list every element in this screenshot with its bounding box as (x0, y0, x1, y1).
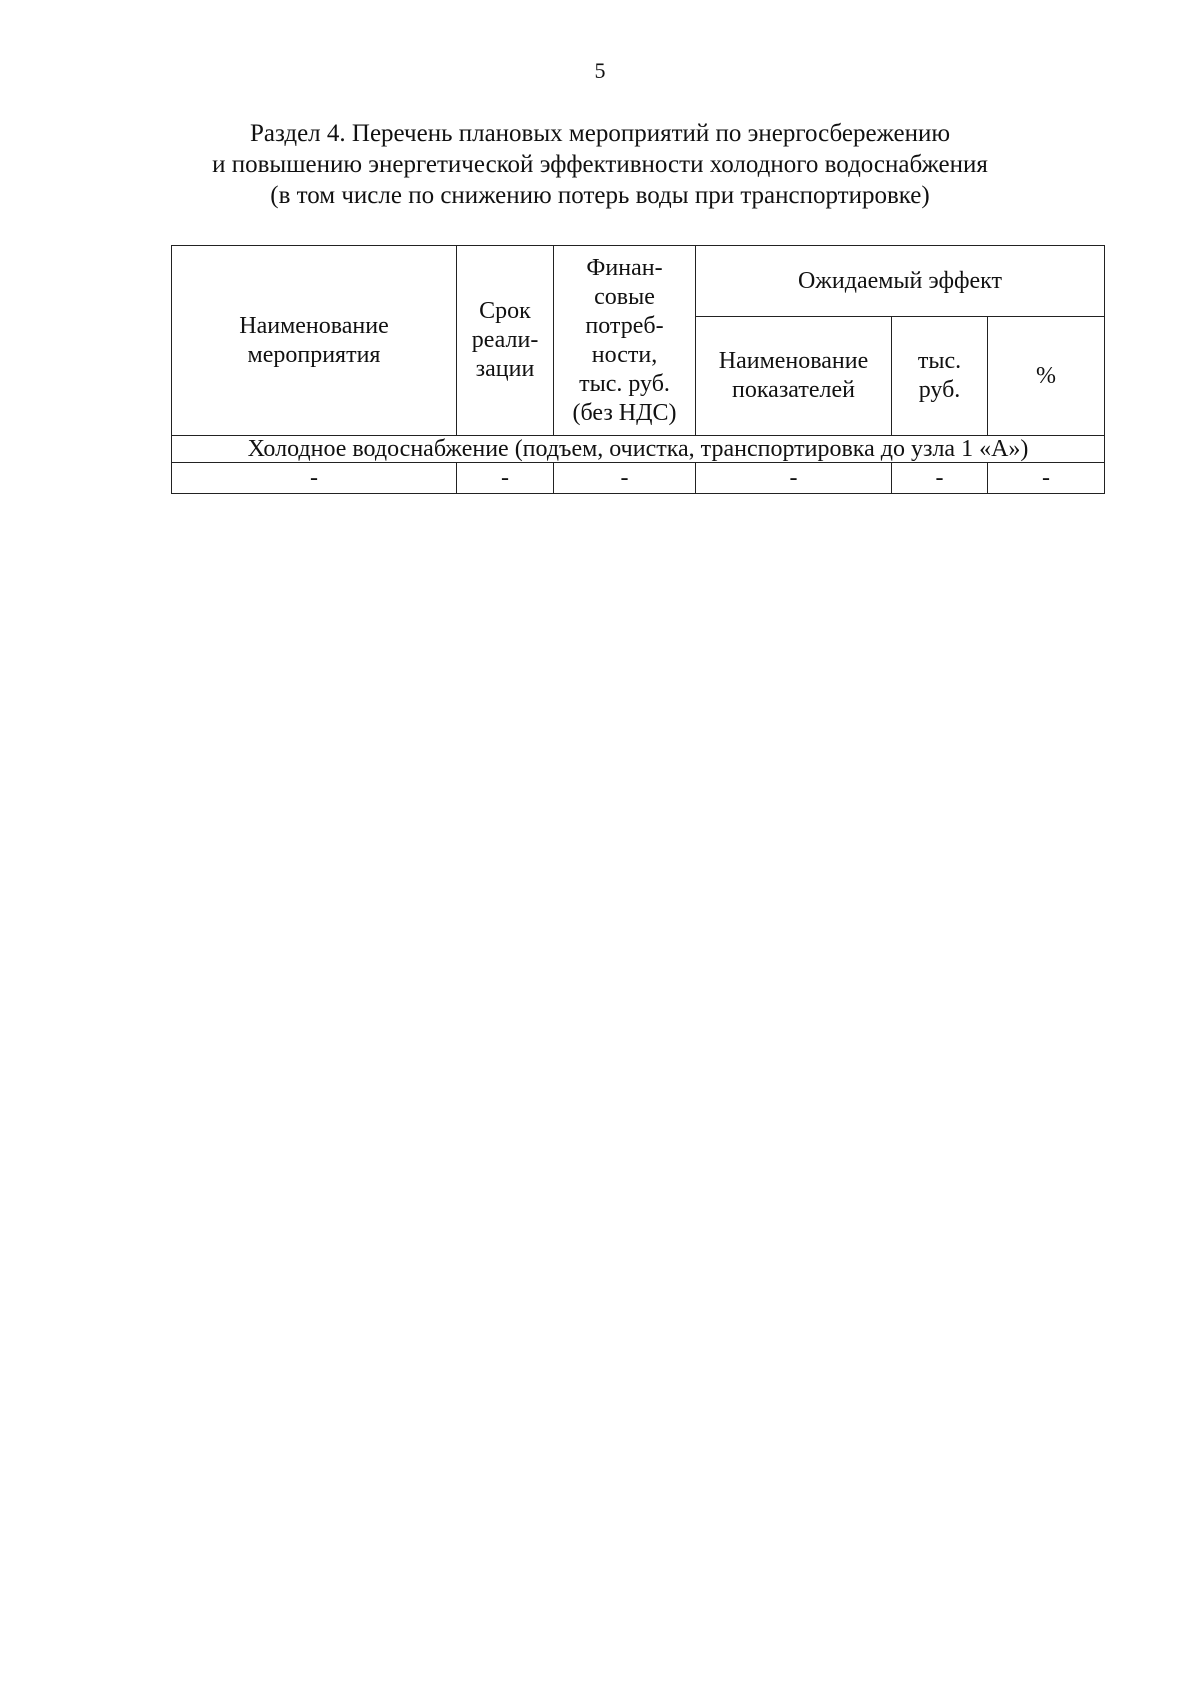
header-text-line: тыс. руб. (579, 370, 670, 397)
header-text-line: (без НДС) (572, 399, 677, 426)
table-cell: - (172, 463, 457, 494)
header-indicators (696, 317, 892, 436)
page-number: 5 (594, 58, 606, 83)
header-text-line: Наименование (239, 312, 389, 339)
table-row (172, 463, 1105, 494)
header-row-1 (172, 246, 1105, 317)
table-cell: - (554, 463, 696, 494)
section-row-cell: Холодное водоснабжение (подъем, очистка, транспортировка до узла 1 «А») (172, 436, 1105, 463)
header-text-line: Наименование (718, 348, 869, 374)
table-cell: - (696, 463, 892, 494)
header-text-line: Срок (479, 298, 531, 324)
header-thousand-rub (892, 317, 988, 436)
header-text-line: показателей (732, 377, 855, 403)
header-expected-effect: Ожидаемый эффект (696, 246, 1105, 317)
section-title-line-1: Раздел 4. Перечень плановых мероприятий по энергосбережению (249, 120, 951, 147)
header-text-line: Финан- (586, 254, 663, 281)
section-title-line-2: и повышению энергетической эффективности холодного водоснабжения (212, 151, 988, 178)
header-finance (554, 246, 696, 436)
header-percent: % (988, 317, 1105, 436)
header-text-line: зации (475, 356, 535, 382)
table-cell: - (457, 463, 554, 494)
header-term (457, 246, 554, 436)
measures-table (171, 245, 1105, 494)
header-text-line: совые (594, 283, 655, 310)
header-text-line: ности, (591, 341, 658, 368)
header-text-line: мероприятия (247, 341, 381, 368)
table-cell: - (988, 463, 1105, 494)
section-row (172, 436, 1105, 463)
section-title-line-3: (в том числе по снижению потерь воды при транспортировке) (270, 182, 930, 209)
header-name (172, 246, 457, 436)
header-text-line: потреб- (585, 312, 664, 339)
header-text-line: реали- (471, 327, 539, 353)
header-text-line: тыс. (917, 348, 962, 374)
table-cell: - (892, 463, 988, 494)
section-title (0, 118, 1200, 211)
header-text-line: руб. (918, 377, 961, 403)
